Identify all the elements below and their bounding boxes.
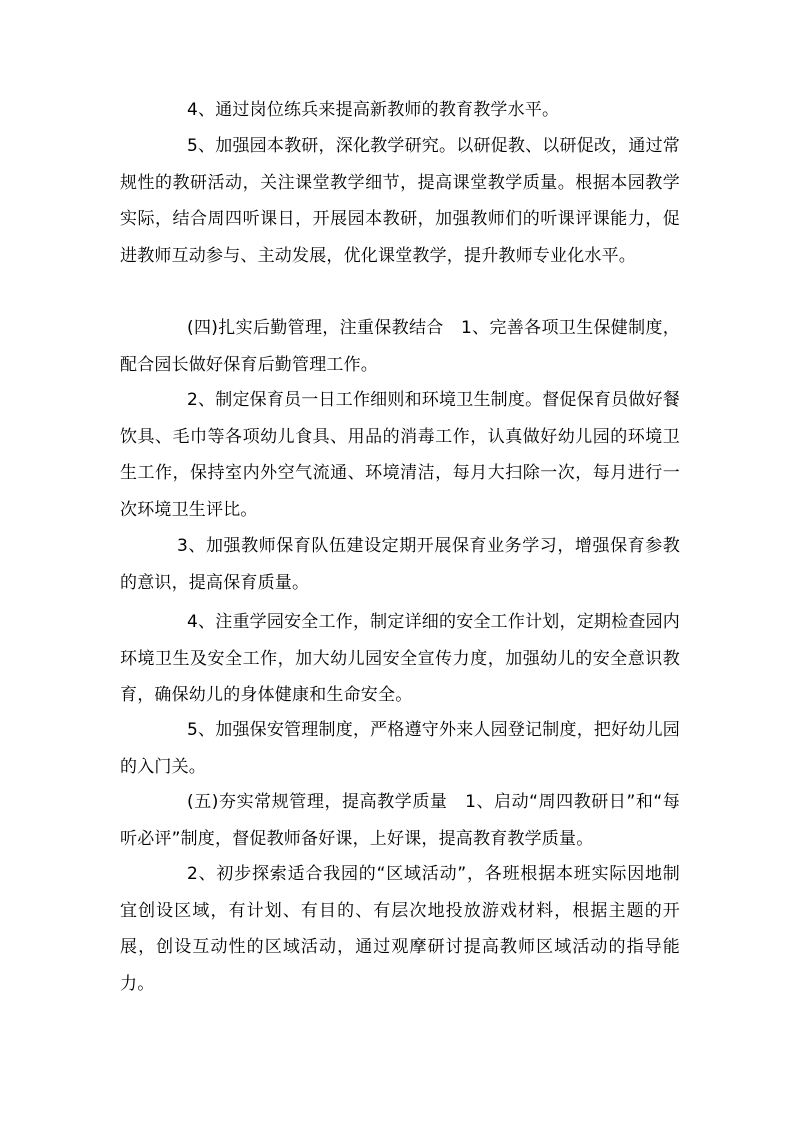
paragraph-item-2-area-activities: 2、初步探索适合我园的“区域活动”，各班根据本班实际因地制宜创设区域，有计划、有目的、有层次地投放游戏材料，根据主题的开展，创设互动性的区域活动，通过观摩研讨提高教师区域活动的指导能力。 (120, 864, 680, 994)
paragraph-item-4-safety: 4、注重学园安全工作，制定详细的安全工作计划，定期检查园内环境卫生及安全工作，加大幼儿园安全宣传力度，加强幼儿的安全意识教育，确保幼儿的身体健康和生命安全。 (120, 612, 680, 705)
paragraph-item-4-training: 4、通过岗位练兵来提高新教师的教育教学水平。 (187, 100, 560, 120)
paragraph-item-5-research: 5、加强园本教研，深化教学研究。以研促教、以研促改，通过常规性的教研活动，关注课堂教学细节，提高课堂教学质量。根据本园教学实际，结合周四听课日，开展园本教研，加强教师们的听课评课能力，促进教师互动参与、主动发展，优化课堂教学，提升教师专业化水平。 (120, 136, 680, 266)
paragraph-section-5-routine: (五)夯实常规管理，提高教学质量 1、启动“周四教研日”和“每听必评”制度，督促教师备好课，上好课，提高教育教学质量。 (120, 792, 680, 849)
paragraph-item-5-security: 5、加强保安管理制度，严格遵守外来人园登记制度，把好幼儿园的入门关。 (120, 720, 680, 777)
paragraph-section-4-logistics: (四)扎实后勤管理，注重保教结合 1、完善各项卫生保健制度，配合园长做好保育后勤管理工作。 (120, 318, 680, 375)
paragraph-item-3-caregiver-team: 3、加强教师保育队伍建设定期开展保育业务学习，增强保育参教的意识，提高保育质量。 (120, 536, 680, 593)
paragraph-item-2-caregiver-rules: 2、制定保育员一日工作细则和环境卫生制度。督促保育员做好餐饮具、毛巾等各项幼儿食具、用品的消毒工作，认真做好幼儿园的环境卫生工作，保持室内外空气流通、环境清洁，每月大扫除一次，每月进行一次环境卫生评比。 (120, 390, 680, 520)
